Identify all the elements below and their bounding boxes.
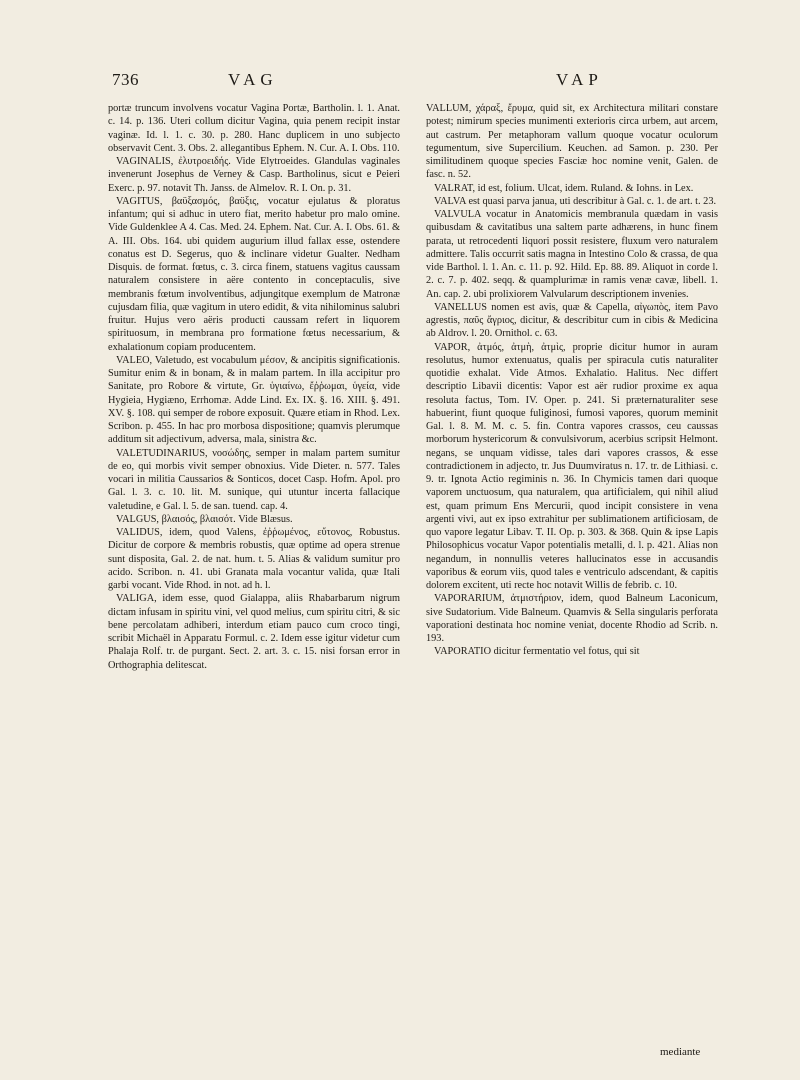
entry-valva: VALVA est quasi parva janua, uti describitur à Gal. c. 1. de art. t. 23. — [434, 195, 717, 207]
entry-vaporarium: VAPORARIUM, ἀτμιστήριον, idem, quod Balneum Laconicum, sive Sudatorium. Vide Balneum. Quamvis & Sella singularis perforata vaporationi destinata hoc nomine veniat, docente Rhodio ad Scrib. n. 193. — [426, 593, 718, 644]
left-column — [108, 102, 400, 672]
right-column — [426, 102, 718, 659]
entry-vallum: VALLUM, χάραξ, ἔρυμα, quid sit, ex Architectura militari constare potest; nimirum species munimenti exterioris circa urbem, aut arcem, aut castrum. Per metaphoram vallum quoque vocatur oculorum tegumentum, sive Supercilium. Keuchen. ad Samon. p. 230. Per similitudinem quoque species Fasciæ hoc nomine venit, Galen. de fasc. n. 52. — [426, 103, 718, 181]
entry-valgus: VALGUS, βλαισός, βλαισότ. Vide Blæsus. — [116, 513, 293, 525]
catchword: mediante — [660, 1046, 701, 1058]
entry-vanellus: VANELLUS nomen est avis, quæ & Capella, αἰγωπὸς, item Pavo agrestis, παῦς ἄγριος, dicitur, & describitur cum in cibis & Medicina ab Aldrov. l. 20. Ornithol. c. 63. — [426, 301, 718, 340]
entry-valetudinarius: VALETUDINARIUS, νοσώδης, semper in malam partem sumitur de eo, qui morbis vivit semper obnoxius. Vide Dieter. n. 577. Tales vocari in militia Caussarios & Sonticos, docet Casp. Hofm. Apol. pro Gal. l. 3. c. 10. lit. M. sunique, qui utuntur incerta fallacique valetudine, e Gal. l. 5. de san. tuend. cap. 4. — [108, 447, 400, 512]
entry-valvula: VALVULA vocatur in Anatomicis membranula quædam in vasis quibusdam & cavitatibus una saltem parte adhærens, in hunc finem parata, ut retrocedenti liquori possit resistere, fluxum vero naturalem admittere. Talis occurrit satis magna in Intestino Colo & crassa, de qua vide Barthol. l. 1. An. c. 11. p. 92. Hild. Ep. 88. 89. Aliquot in corde l. 2. c. 7. p. 402. seqq. & quamplurimæ in ramis venæ cavæ, libell. 1. An. cap. 2. ubi prolixiorem Valvularum descriptionem invenies. — [426, 209, 718, 300]
entry-validus: VALIDUS, idem, quod Valens, ἐῤῥωμένος, εὔτονος, Robustus. Dicitur de corpore & membris robustis, quæ optime ad opera strenue sunt disposita, Gal. 2. de nat. hum. t. 5. Alias & validum sumitur pro acido. Scribon. n. 41. ubi Granata mala vocantur valida, quæ Itali garbi vocant. Vide Rhod. in not. ad h. l. — [108, 527, 400, 591]
entry-valiga: VALIGA, idem esse, quod Gialappa, aliis Rhabarbarum nigrum dictam infusam in spiritu vini, vel quod melius, cum spiritu citri, & sic bene percolatam adhiberi, interdum etiam pauco cum croco tingi, scribit Michaël in Apparatu Formul. c. 2. Idem esse igitur videtur cum Phalaja Rolf. tr. de purgant. Sect. 2. art. 3. c. 15. nisi forsan error in Orthographia delitescat. — [108, 593, 400, 671]
running-header — [0, 70, 800, 96]
entry-vaginalis: VAGINALIS, ἐλυτροειδής. Vide Elytroeides. Glandulas vaginales invenerunt Josephus de Verney & Casp. Bartholinus, sicut e Peieri Exerc. p. 97. notavit Th. Janss. de Almelov. R. I. On. p. 31. — [108, 156, 400, 194]
entry-valrat: VALRAT, id est, folium. Ulcat, idem. Ruland. & Iohns. in Lex. — [434, 182, 694, 194]
entry-vagitus: VAGITUS, βαϋξασμός, βαϋξις, vocatur ejulatus & ploratus infantum; qui si adhuc in utero fiat, merito habetur pro malo omine. Vide Guldenklee A 4. Cas. Med. 24. Ephem. Nat. Cur. A. I. Obs. 61. & A. III. Obs. 164. ubi quidem augurium illud fallax esse, ostendere conatus est D. Segerus, quo & inclinare videtur Gualter. Nedham Disquis. de format. fœtus, c. 3. circa finem, statuens vagitus caussam naturalem consistere in aëre contento in conceptaculis, sive membranis fœtum involventibus, adjungitque exemplum de Matronæ cujusdam filia, quæ vagitum in utero edidit, & vita nihilominus salubri fruitur. Hujus vero aëris producti caussam refert in liquorem spirituosum, in membrana pro formatione fœtus necessarium, & exhalationum copiam producentem. — [108, 195, 400, 353]
entry-valeo: VALEO, Valetudo, est vocabulum μέσον, & ancipitis significationis. Sumitur enim & in bonam, & in malam partem. In illa accipitur pro Sanitate, pro Robore & virtute, Gr. ὑγιαίνω, ἔῤῥωμαι, ὑγεία, vide Hygieia, Hygiæno, Errhomæ. Adde Lind. Ex. IX. §. 16. XIII. §. 491. XV. §. 108. qui semper de robore exposuit. Quære etiam in Rhod. Lex. Scribon. p. 455. In hac pro morbosa dispositione; quamvis plerumque additum sit adjectivum, adversa, mala, sinistra &c. — [108, 354, 400, 446]
left-headword: VAG — [228, 70, 278, 89]
right-headword: VAP — [556, 70, 603, 89]
page-number: 736 — [112, 70, 139, 89]
entry-vaporatio: VAPORATIO dicitur fermentatio vel fotus, qui sit — [434, 646, 640, 658]
entry-paragraph: portæ truncum involvens vocatur Vagina Portæ, Bartholin. l. 1. Anat. c. 14. p. 136. Uteri collum dicitur Vagina, quia penem recipit instar vaginæ. Id. l. 1. c. 30. p. 280. Hanc duplicem in uno subjecto observavit Cent. 3. Obs. 2. allegantibus Ephem. N. Cur. A. I. Obs. 110. — [108, 103, 400, 154]
entry-vapor: VAPOR, ἀτμός, ἀτμὴ, ἀτμὶς, proprie dicitur humor in auram resolutus, humor extenuatus, qualis per spiracula cutis naturaliter quotidie exhalat. Vide Atmos. Exhalatio. Halitus. Nec differt descriptio Libavii dicentis: Vapor est aër rudior proxime ex aqua resoluta factus, Tom. IV. Oper. p. 241. Si præternaturaliter sese habuerint, fiunt quoque fuliginosi, fumosi vapores, quorum meminit Gal. l. 8. M. M. c. 5. fin. Contra vapores crassos, ceu caussas morborum hystericorum & convulsivorum, acerbius scripsit Helmont. negans, se unquam vidisse, tales dari vapores crassos, & esse contradictionem in adjecto, tr. Jus Duumviratus n. 17. tr. de Lithiasi. c. 9. tr. Ignota Actio regiminis n. 36. In Chymicis tamen dari quoque vaporem unctuosum, qua naturalem, qua artificialem, qui nihil aliud est, quam primum Ens Mercurii, quod incipit consistere in vena argenti vivi, aut ex ipso extrahitur per sublimationem artificiosam, de quo vapore legatur Libav. T. II. Op. p. 303. & 368. Quin & ipse Lapis Philosophicus vocatur Vapor potentialis metalli, d. l. p. 421. Alias non negandum, in nonnullis veteres hallucinatos esse in accusandis vaporibus & eorum viis, quod tales e ventriculo adscendant, & capitis dolorem excitent, uti recte hoc notavit Willis de febrib. c. 10. — [426, 341, 718, 591]
